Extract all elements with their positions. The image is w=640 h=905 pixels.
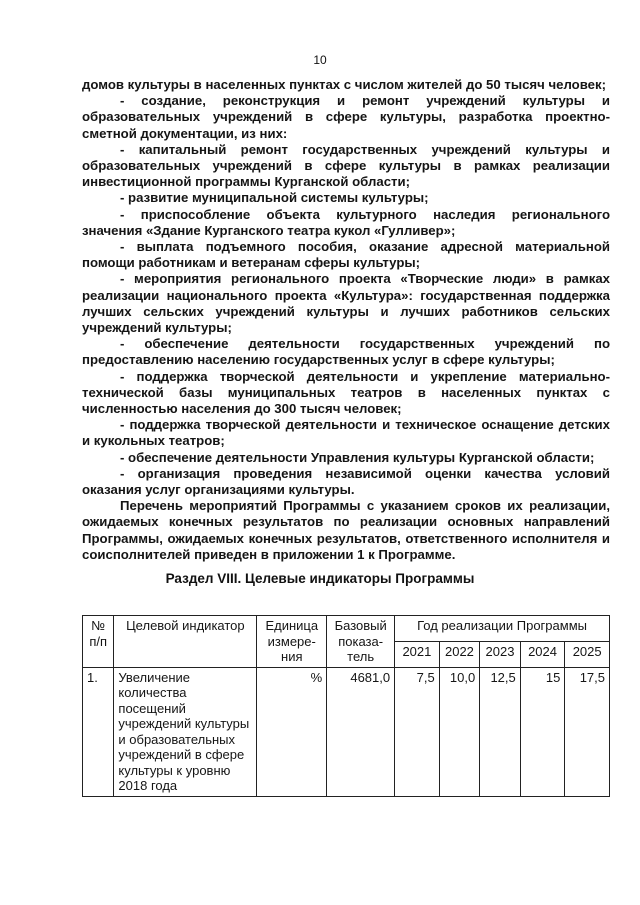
page-number: 10 <box>313 53 327 67</box>
header-indicator: Целевой индикатор <box>114 616 257 668</box>
list-item: - капитальный ремонт государственных учреждений культуры и образовательных учреждений в сфере культуры в рамках реализации инвестиционной программы Курганской области; <box>82 141 610 190</box>
list-item: - выплата подъемного пособия, оказание адресной материальной помощи работникам и ветеранам сферы культуры; <box>82 239 610 271</box>
row-value: 7,5 <box>395 667 440 796</box>
header-num: № п/п <box>83 616 114 668</box>
list-item: - поддержка творческой деятельности и техническое оснащение детских и кукольных театров; <box>82 417 610 449</box>
header-unit: Единица измере-ния <box>257 616 327 668</box>
section-heading: Раздел VIII. Целевые индикаторы Программы <box>165 571 475 586</box>
list-item: - создание, реконструкция и ремонт учреждений культуры и образовательных учреждений в сфере культуры, разработка проектно-сметной документации, из них: <box>82 93 610 141</box>
summary-paragraph: Перечень мероприятий Программы с указанием сроков их реализации, ожидаемых конечных результатов по реализации основных направлений Программы, ожидаемых конечных результатов, ответственного исполнителя и соисполнителей приведен в приложении 1 к Программе. <box>82 498 610 562</box>
table-row <box>83 667 610 796</box>
row-unit: % <box>257 667 327 796</box>
row-num: 1. <box>83 667 114 796</box>
row-indicator: Увеличение количества посещений учреждений культуры и образовательных учреждений в сфере культуры к уровню 2018 года <box>114 667 257 796</box>
list-item: - организация проведения независимой оценки качества условий оказания услуг организациями культуры. <box>82 465 610 498</box>
row-value: 17,5 <box>565 667 610 796</box>
table-header-row <box>83 616 610 642</box>
header-years-group: Год реализации Программы <box>395 616 610 642</box>
header-year: 2023 <box>480 641 521 667</box>
row-value: 15 <box>520 667 565 796</box>
header-year: 2025 <box>565 641 610 667</box>
header-base: Базовый показа-тель <box>327 616 395 668</box>
row-value: 10,0 <box>439 667 480 796</box>
list-item: - поддержка творческой деятельности и укрепление материально-технической базы муниципальных театров в населенных пунктах с численностью населения до 300 тысяч человек; <box>82 368 610 417</box>
paragraph-continuation: домов культуры в населенных пунктах с числом жителей до 50 тысяч человек; <box>82 77 606 92</box>
list-item: - развитие муниципальной системы культуры; <box>120 190 429 206</box>
list-item: - мероприятия регионального проекта «Творческие люди» в рамках реализации национального проекта «Культура»: государственная поддержка лучших сельских учреждений культуры и лучших работников сельских учреждений культуры; <box>82 271 610 336</box>
list-item: - обеспечение деятельности государственных учреждений по предоставлению населению государственных услуг в сфере культуры; <box>82 336 610 368</box>
list-item: - приспособление объекта культурного наследия регионального значения «Здание Курганского театра кукол «Гулливер»; <box>82 206 610 238</box>
header-year: 2024 <box>520 641 565 667</box>
list-item: - обеспечение деятельности Управления культуры Курганской области; <box>120 449 595 465</box>
header-year: 2021 <box>395 641 440 667</box>
indicators-table <box>82 615 610 797</box>
body-text <box>82 77 610 563</box>
header-year: 2022 <box>439 641 480 667</box>
row-value: 12,5 <box>480 667 521 796</box>
row-base: 4681,0 <box>327 667 395 796</box>
